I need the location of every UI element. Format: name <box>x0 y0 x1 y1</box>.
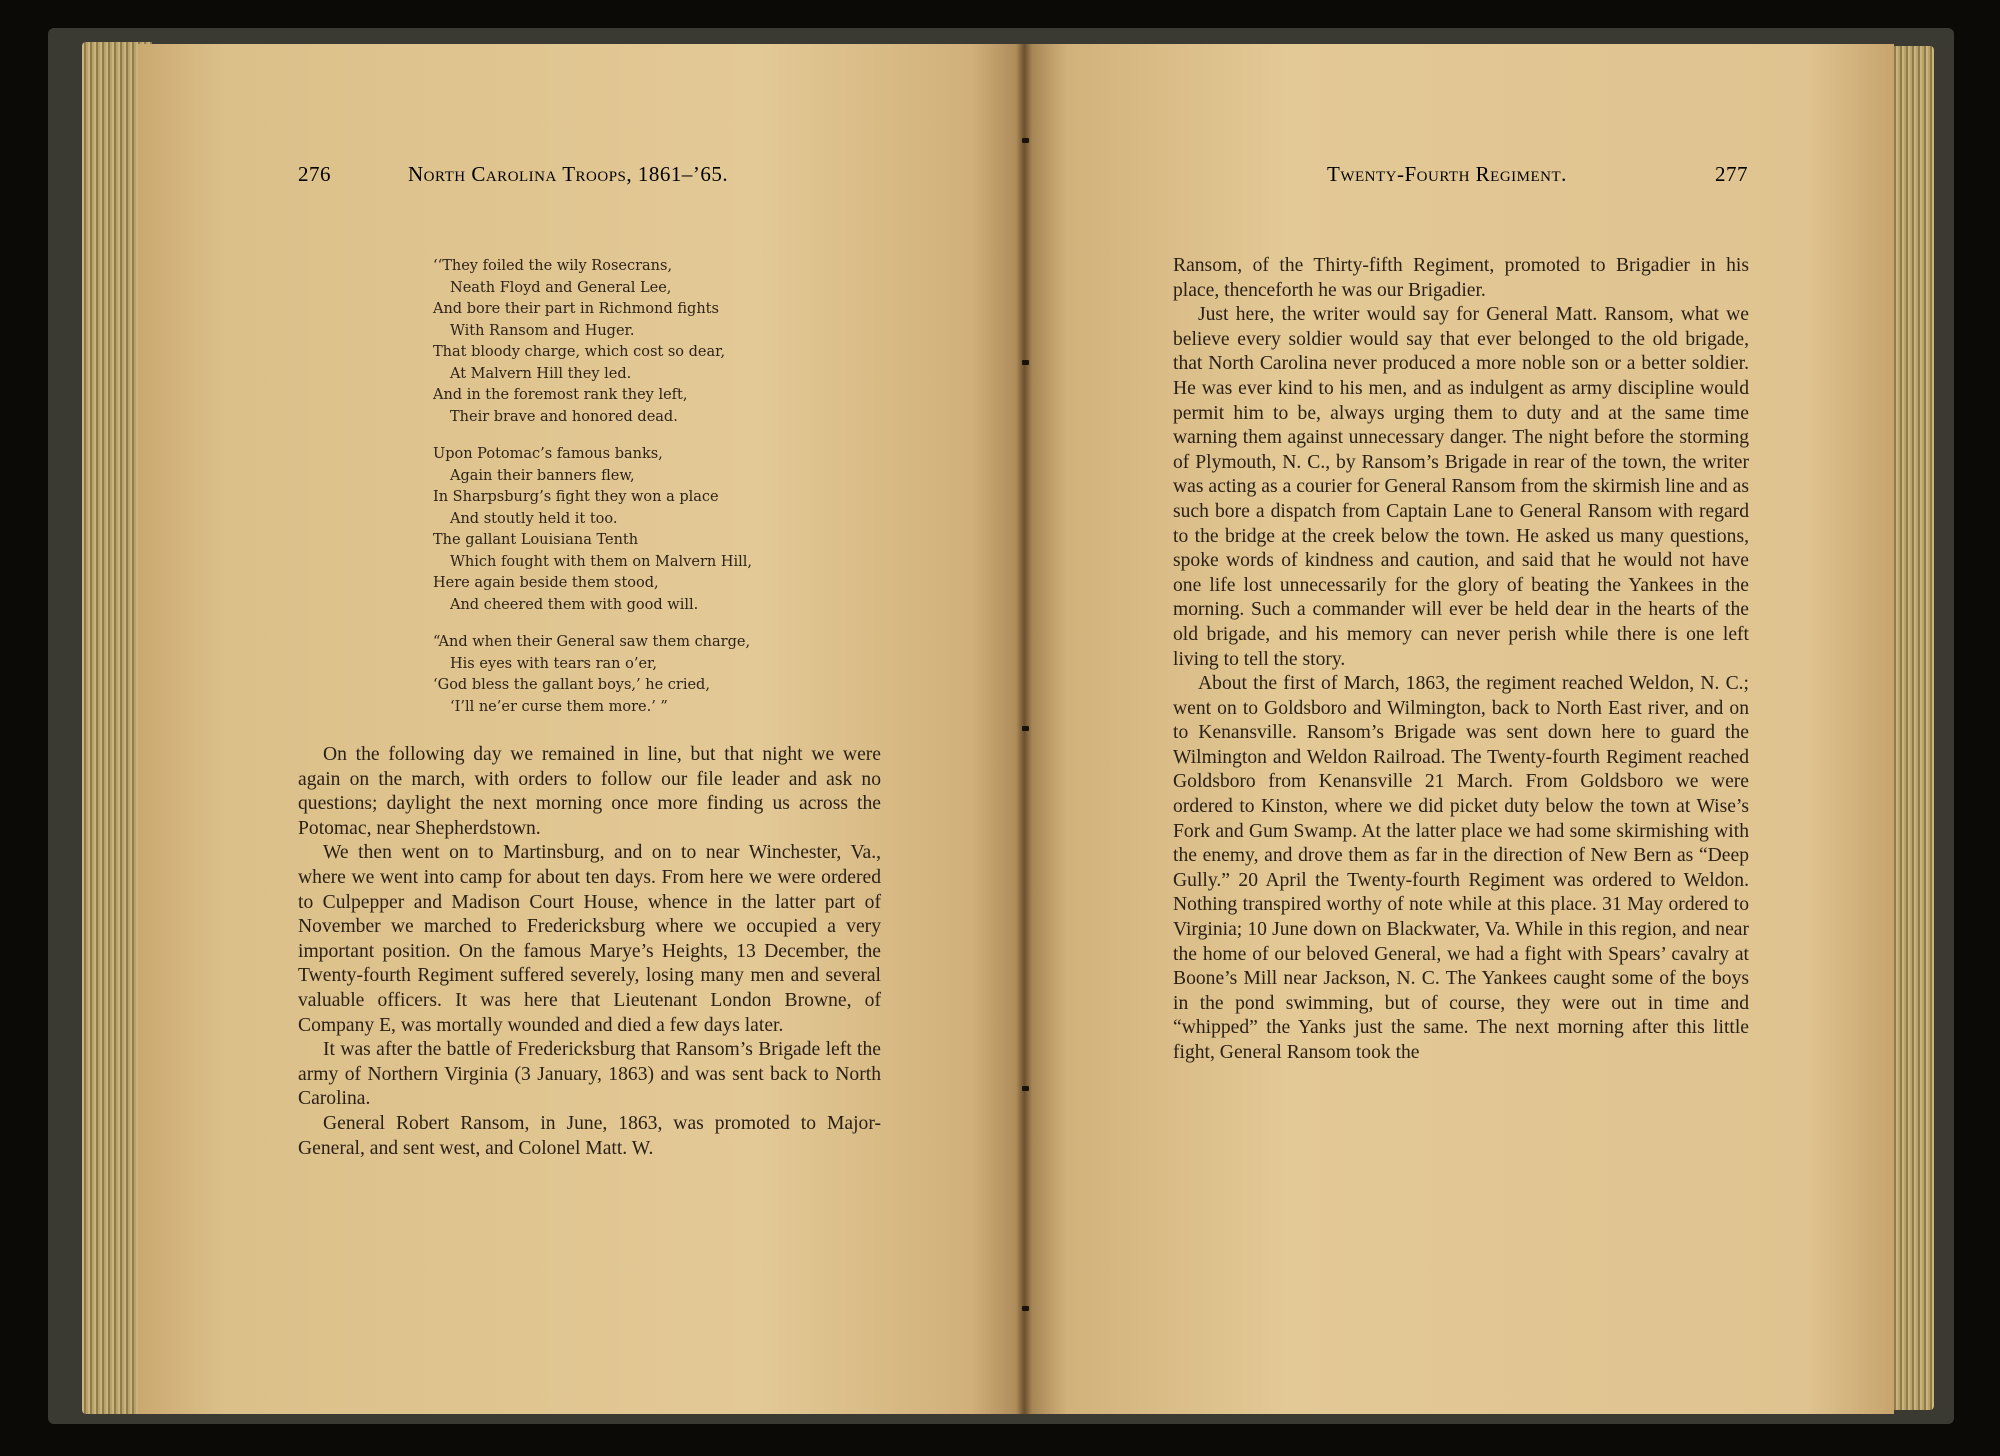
right-page-body <box>1173 254 1749 1066</box>
paragraph: About the first of March, 1863, the regiment reached Weldon, N. C.; went on to Goldsboro and Wilmington, back to North East river, and on to Kenansville. Ransom’s Brigade was sent down here to guard the Wilmington and Weldon Railroad. The Twenty-fourth Regiment reached Goldsboro from Kenansville 21 March. From Goldsboro we were ordered to Kinston, where we did picket duty below the town at Wise’s Fork and Gum Swamp. At the latter place we had some skirmishing with the enemy, and drove them as far in the direction of New Bern as “Deep Gully.” 20 April the Twenty-fourth Regiment was ordered to Weldon. Nothing transpired worthy of note while at this place. 31 May ordered to Virginia; 10 June down on Blackwater, Va. While in this region, and near the home of our beloved General, we had a fight with Spears’ cavalry at Boone’s Mill near Jackson, N. C. The Yankees caught some of the boys in the pond swimming, but of course, they were out in time and “whipped” the Yanks just the same. The next morning after this little fight, General Ransom took the <box>1173 673 1749 1063</box>
paragraph: On the following day we remained in line, but that night we were again on the march, with orders to follow our file leader and ask no questions; daylight the next morning once more finding us across the Potomac, near Shepherdstown. <box>298 744 881 839</box>
poem-line: The gallant Louisiana Tenth <box>433 532 639 548</box>
poem-line: In Sharpsburg’s fight they won a place <box>433 489 719 505</box>
left-running-head: North Carolina Troops, 1861–’65. <box>408 162 729 186</box>
poem-line: Here again beside them stood, <box>433 575 659 591</box>
paragraph: Ransom, of the Thirty-fifth Regiment, promoted to Brigadier in his place, thenceforth he was our Brigadier. <box>1173 255 1749 301</box>
poem-line: And stoutly held it too. <box>450 510 618 527</box>
page-edges-right <box>1892 46 1934 1410</box>
poem-line: And cheered them with good will. <box>450 596 699 613</box>
poem-stanza <box>433 632 853 718</box>
poem <box>433 256 853 734</box>
poem-line: That bloody charge, which cost so dear, <box>433 344 726 360</box>
left-page-number: 276 <box>298 162 331 186</box>
poem-line: ‘God bless the gallant boys,’ he cried, <box>433 677 710 693</box>
poem-line: “And when their General saw them charge, <box>433 634 751 650</box>
poem-line: ‘I’ll ne’er curse them more.’ ” <box>450 698 668 715</box>
binding-stitch <box>1022 726 1029 731</box>
binding-stitch <box>1022 138 1029 143</box>
poem-line: And in the foremost rank they left, <box>433 387 688 403</box>
poem-line: His eyes with tears ran o’er, <box>450 655 657 672</box>
poem-line: ‘‘They foiled the wily Rosecrans, <box>433 258 673 274</box>
paragraph: General Robert Ransom, in June, 1863, was promoted to Major-General, and sent west, and Colonel Matt. W. <box>298 1112 881 1159</box>
paragraph: We then went on to Martinsburg, and on to near Winchester, Va., where we went into camp for about ten days. From here we were ordered to Culpepper and Madison Court House, whence in the latter part of November we marched to Fredericksburg where we occupied a very important position. On the famous Marye’s Heights, 13 December, the Twenty-fourth Regiment suffered severely, losing many men and several valuable officers. It was here that Lieutenant London Browne, of Company E, was mortally wounded and died a few days later. <box>298 842 881 1036</box>
poem-line: Which fought with them on Malvern Hill, <box>450 553 752 570</box>
poem-line: Again their banners flew, <box>450 467 635 484</box>
binding-stitch <box>1022 1306 1029 1311</box>
poem-line: At Malvern Hill they led. <box>450 365 632 382</box>
left-page-body <box>298 743 881 1161</box>
paragraph: Just here, the writer would say for General Matt. Ransom, what we believe every soldier would say that ever belonged to the old brigade, that North Carolina never produced a more noble son or a better soldier. He was ever kind to his men, and as indulgent as army discipline would permit him to be, always urging them to duty and at the same time warning them against unnecessary danger. The night before the storming of Plymouth, N. C., by Ransom’s Brigade in rear of the town, the writer was acting as a courier for General Ransom from the skirmish line and as such bore a dispatch from Captain Lane to General Ransom with regard to the bridge at the creek below the town. He asked us many questions, spoke words of kindness and caution, and said that he would not have one life lost unnecessarily for the glory of beating the Yankees in the morning. Such a commander will ever be held dear in the hearts of the old brigade, and his memory can never perish while there is one left living to tell the story. <box>1173 304 1749 670</box>
poem-stanza <box>433 444 853 616</box>
poem-line: With Ransom and Huger. <box>450 322 635 339</box>
poem-line: Upon Potomac’s famous banks, <box>433 446 663 462</box>
poem-line: Their brave and honored dead. <box>450 408 678 425</box>
poem-line: Neath Floyd and General Lee, <box>450 279 672 296</box>
right-page-number: 277 <box>1715 162 1748 186</box>
poem-line: And bore their part in Richmond fights <box>433 301 719 317</box>
poem-stanza <box>433 256 853 428</box>
binding-stitch <box>1022 1086 1029 1091</box>
right-running-head: Twenty-Fourth Regiment. <box>1327 162 1567 186</box>
paragraph: It was after the battle of Fredericksburg that Ransom’s Brigade left the army of Northern Virginia (3 January, 1863) and was sent back to North Carolina. <box>298 1039 881 1110</box>
binding-stitch <box>1022 360 1029 365</box>
